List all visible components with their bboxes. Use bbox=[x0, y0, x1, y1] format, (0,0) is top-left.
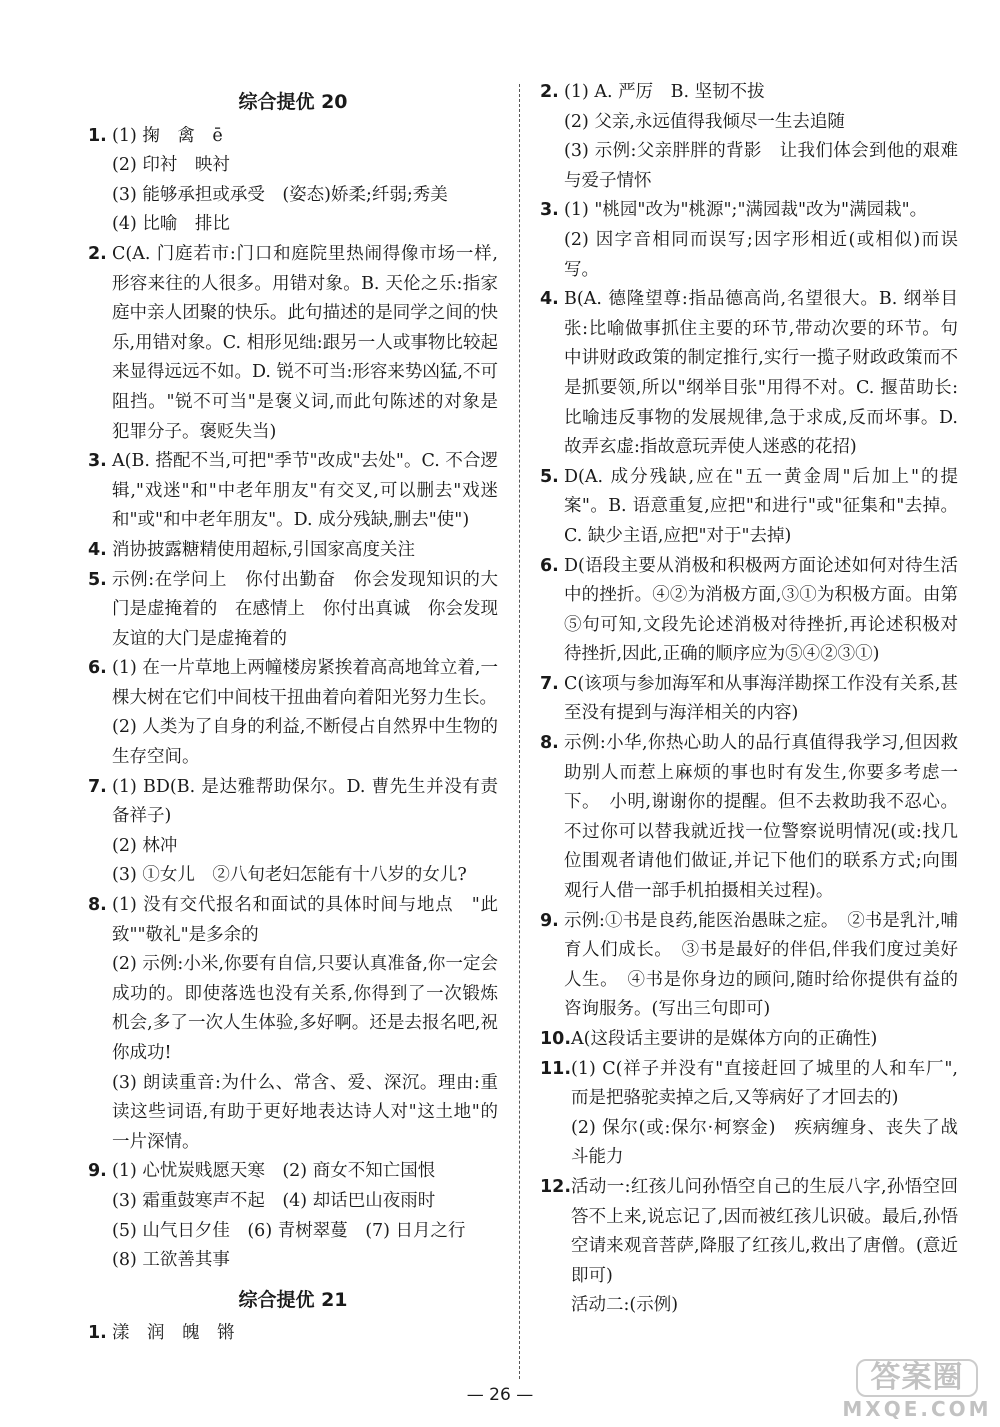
answer-lines bbox=[564, 907, 958, 1025]
answer-line: (2) 保尔(或:保尔·柯察金) 疾病缠身、丧失了战斗能力 bbox=[571, 1117, 958, 1168]
left-column bbox=[88, 78, 498, 1349]
question-number: 8. bbox=[540, 733, 559, 754]
answer-item bbox=[88, 654, 498, 772]
answer-item bbox=[88, 773, 498, 891]
answer-item bbox=[540, 78, 958, 196]
question-number: 4. bbox=[540, 289, 559, 310]
answer-lines bbox=[112, 891, 498, 1157]
question-number: 9. bbox=[88, 1161, 107, 1182]
answer-lines bbox=[112, 536, 498, 566]
answer-line: C(A. 门庭若市:门口和庭院里热闹得像市场一样,形容来往的人很多。用错对象。B. 天伦之乐:指家庭中亲人团聚的快乐。此句描述的是同学之间的快乐,用错对象。C. 相形见绌:跟另一人或事物比较起来显得远远不如。D. 锐不可当:形容来势凶猛,不可阻挡。"锐不可当"是褒义词,而此句陈述的对象是犯罪分子。褒贬失当) bbox=[112, 243, 498, 442]
question-number: 8. bbox=[88, 895, 107, 916]
question-number: 2. bbox=[88, 243, 107, 264]
answer-line: (1) "桃园"改为"桃源";"满园裁"改为"满园栽"。 bbox=[564, 200, 928, 221]
answer-lines bbox=[112, 654, 498, 772]
answer-item bbox=[540, 196, 958, 285]
answer-item bbox=[88, 240, 498, 447]
answer-lines bbox=[112, 240, 498, 447]
answer-lines bbox=[112, 773, 498, 891]
watermark-top-text: 答案圈 bbox=[856, 1359, 978, 1397]
answer-line: (8) 工欲善其事 bbox=[112, 1250, 230, 1271]
answer-lines bbox=[112, 1319, 498, 1349]
answer-lines bbox=[112, 122, 498, 240]
question-number: 12. bbox=[540, 1176, 572, 1197]
answer-line: A(这段话主要讲的是媒体方向的正确性) bbox=[571, 1029, 878, 1049]
answer-line: (2) 示例:小米,你要有自信,只要认真准备,你一定会成功的。即使落选也没有关系,你得到了一次锻炼机会,多了一次人生体验,多好啊。还是去报名吧,祝你成功! bbox=[112, 954, 498, 1063]
answer-lines bbox=[564, 285, 958, 463]
question-number: 4. bbox=[88, 539, 107, 560]
section-title: 综合提优 21 bbox=[238, 1288, 348, 1311]
question-number: 5. bbox=[88, 569, 107, 590]
answer-line: (2) 父亲,永远值得我倾尽一生去追随 bbox=[564, 111, 845, 132]
answer-line: (2) 印衬 映衬 bbox=[112, 155, 230, 176]
answer-line: (5) 山气日夕佳 (6) 青树翠蔓 (7) 日月之行 bbox=[112, 1220, 466, 1241]
question-number: 11. bbox=[540, 1058, 572, 1079]
question-number: 6. bbox=[540, 555, 559, 576]
answer-item bbox=[540, 729, 958, 907]
answer-item bbox=[88, 536, 498, 566]
answer-item bbox=[540, 670, 958, 729]
section-title: 综合提优 20 bbox=[238, 91, 348, 113]
answer-line: D(A. 成分残缺,应在"五一黄金周"后加上"的提案"。B. 语意重复,应把"和进行"或"征集和"去掉。C. 缺少主语,应把"对于"去掉) bbox=[564, 466, 958, 546]
answer-line: (1) BD(B. 是达雅帮助保尔。D. 曹先生并没有责备祥子) bbox=[112, 776, 498, 827]
question-number: 1. bbox=[88, 1323, 107, 1344]
answer-item bbox=[540, 1173, 958, 1321]
answer-lines bbox=[564, 670, 958, 729]
answer-item bbox=[88, 1319, 498, 1349]
question-number: 7. bbox=[88, 776, 107, 797]
answer-line: (3) 能够承担或承受 (姿态)娇柔;纤弱;秀美 bbox=[112, 184, 448, 205]
answer-line: (1) C(祥子并没有"直接赶回了城里的人和车厂",而是把骆驼卖掉之后,又等病好了才回去的) bbox=[571, 1058, 958, 1109]
answer-lines bbox=[112, 447, 498, 536]
question-number: 9. bbox=[540, 910, 559, 931]
answer-line: B(A. 德隆望尊:指品德高尚,名望很大。B. 纲举目张:比喻做事抓住主要的环节,带动次要的环节。句中讲财政政策的制定推行,实行一揽子财政政策而不是抓要领,所以"纲举目张"用得不对。C. 揠苗助长:比喻违反事物的发展规律,急于求成,反而坏事。D. 故弄玄虚:指故意玩弄使人迷惑的花招) bbox=[564, 289, 958, 458]
answer-lines bbox=[571, 1173, 958, 1321]
answer-item bbox=[540, 463, 958, 552]
answer-line: 活动二:(示例) bbox=[571, 1295, 679, 1316]
question-number: 2. bbox=[540, 82, 559, 102]
answer-line: (3) 霜重鼓寒声不起 (4) 却话巴山夜雨时 bbox=[112, 1190, 436, 1211]
answer-item bbox=[88, 447, 498, 536]
answer-line: 示例:小华,你热心助人的品行真值得我学习,但因救助别人而惹上麻烦的事也时有发生,你要多考虑一下。 小明,谢谢你的提醒。但不去救助我不忍心。不过你可以替我就近找一位警察说明情况(或:找几位围观者请他们做证,并记下他们的联系方式;向围观行人借一部手机拍摄相关过程)。 bbox=[564, 733, 958, 902]
answer-item bbox=[88, 122, 498, 240]
answer-lines bbox=[571, 1055, 958, 1173]
answer-item bbox=[88, 1157, 498, 1275]
answer-line: (1) A. 严厉 B. 坚韧不拔 bbox=[564, 82, 765, 102]
page-number: — 26 — bbox=[466, 1385, 534, 1405]
question-number: 5. bbox=[540, 466, 559, 487]
answer-line: (1) 掬 禽 ē bbox=[112, 125, 223, 146]
answer-line: (2) 林冲 bbox=[112, 835, 178, 856]
answer-lines bbox=[564, 729, 958, 907]
answer-line: (4) 比喻 排比 bbox=[112, 214, 230, 235]
question-number: 3. bbox=[88, 451, 107, 472]
column-divider bbox=[519, 84, 520, 1379]
answer-line: (1) 没有交代报名和面试的具体时间与地点 "此致""敬礼"是多余的 bbox=[112, 895, 498, 945]
answer-lines bbox=[564, 463, 958, 552]
answer-item bbox=[88, 891, 498, 1157]
answer-item bbox=[540, 907, 958, 1025]
answer-line: 示例:在学问上 你付出勤奋 你会发现知识的大门是虚掩着的 在感情上 你付出真诚 你会发现友谊的大门是虚掩着的 bbox=[112, 569, 498, 649]
answer-line: 活动一:红孩儿问孙悟空自己的生辰八字,孙悟空回答不上来,说忘记了,因而被红孩儿识破。最后,孙悟空请来观音菩萨,降服了红孩儿,救出了唐僧。(意近即可) bbox=[571, 1176, 958, 1286]
answer-line: (1) 心忧炭贱愿天寒 (2) 商女不知亡国恨 bbox=[112, 1161, 436, 1182]
question-number: 1. bbox=[88, 125, 107, 146]
watermark-bottom-text: MXQE.COM bbox=[842, 1397, 992, 1421]
question-number: 7. bbox=[540, 673, 559, 694]
answer-lines bbox=[112, 1157, 498, 1275]
question-number: 6. bbox=[88, 658, 107, 679]
answer-item bbox=[540, 1025, 958, 1055]
answer-lines bbox=[564, 78, 958, 196]
answer-line: 消协披露糖精使用超标,引国家高度关注 bbox=[112, 539, 416, 560]
right-column bbox=[540, 78, 958, 1321]
answer-line: 漾 润 魄 锵 bbox=[112, 1323, 235, 1344]
watermark-logo bbox=[842, 1359, 992, 1421]
answer-item bbox=[88, 566, 498, 655]
answer-lines bbox=[564, 196, 958, 285]
question-number: 3. bbox=[540, 200, 559, 221]
answer-line: C(该项与参加海军和从事海洋勘探工作没有关系,甚至没有提到与海洋相关的内容) bbox=[564, 673, 958, 724]
answer-item bbox=[540, 285, 958, 463]
question-number: 10. bbox=[540, 1029, 572, 1049]
answer-line: (3) 示例:父亲胖胖的背影 让我们体会到他的艰难与爱子情怀 bbox=[564, 141, 958, 191]
answer-lines bbox=[564, 552, 958, 670]
answer-item bbox=[540, 552, 958, 670]
answer-line: (3) ①女儿 ②八旬老妇怎能有十八岁的女儿? bbox=[112, 865, 467, 886]
answer-line: D(语段主要从消极和积极两方面论述如何对待生活中的挫折。④②为消极方面,③①为积极方面。由第⑤句可知,文段先论述消极对待挫折,再论述积极对待挫折,因此,正确的顺序应为⑤④②③①) bbox=[564, 555, 958, 665]
answer-lines bbox=[571, 1025, 958, 1055]
answer-line: (2) 人类为了自身的利益,不断侵占自然界中生物的生存空间。 bbox=[112, 717, 498, 768]
answer-item bbox=[540, 1055, 958, 1173]
answer-line: A(B. 搭配不当,可把"季节"改成"去处"。C. 不合逻辑,"戏迷"和"中老年朋友"有交叉,可以删去"戏迷和"或"和中老年朋友"。D. 成分残缺,删去"使") bbox=[112, 451, 498, 531]
answer-line: 示例:①书是良药,能医治愚昧之症。 ②书是乳汁,哺育人们成长。 ③书是最好的伴侣,伴我们度过美好人生。 ④书是你身边的顾问,随时给你提供有益的咨询服务。(写出三句即可) bbox=[564, 910, 958, 1020]
answer-line: (1) 在一片草地上两幢楼房紧挨着高高地耸立着,一棵大树在它们中间枝干扭曲着向着阳光努力生长。 bbox=[112, 658, 498, 708]
answer-line: (3) 朗读重音:为什么、常含、爱、深沉。理由:重读这些词语,有助于更好地表达诗人对"这土地"的一片深情。 bbox=[112, 1072, 498, 1152]
answer-line: (2) 因字音相同而误写;因字形相近(或相似)而误写。 bbox=[564, 229, 958, 280]
answer-lines bbox=[112, 566, 498, 655]
